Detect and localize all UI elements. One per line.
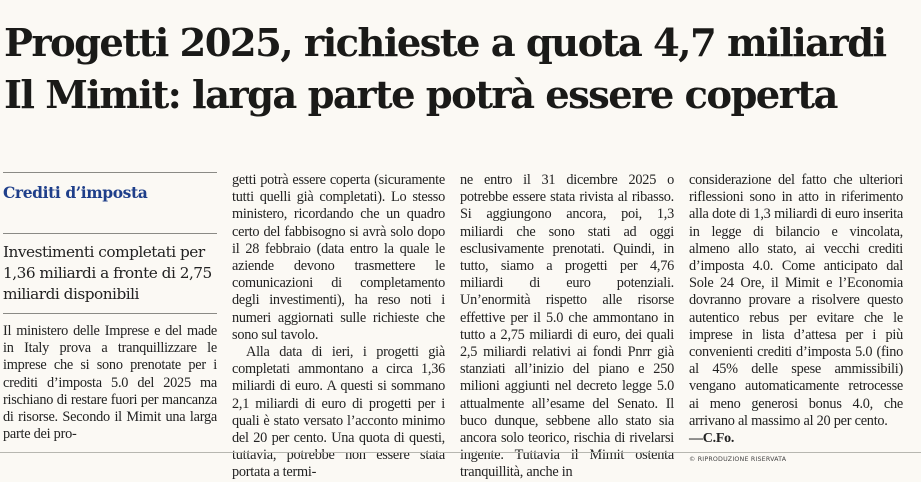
article-column-1	[3, 172, 217, 443]
body-paragraph: Alla data di ieri, i progetti già completati ammontano a circa 1,36 miliardi di euro. A questi si sommano 2,1 miliardi di euro di progetti per i quali è stato versato l’acconto minimo del 20 per cento. Una quota di questi, tuttavia, potrebbe non essere stata portata a termi-	[232, 344, 445, 481]
body-paragraph: ne entro il 31 dicembre 2025 o potrebbe essere stata rivista al ribasso. Si aggiungono ancora, poi, 1,3 miliardi che sono stati ad oggi esclusivamente prenotati. Quindi, in tutto, siamo a progetti per 4,76 miliardi di euro potenziali. Un’enormità rispetto alle risorse effettive per il 5.0 che ammontano in tutto a 2,75 miliardi di euro, dei quali 2,5 miliardi relativi ai fondi Pnrr già stanziati all’inizio del piano e 250 milioni aggiunti nel decreto legge 5.0 attualmente all’esame del Senato. Il buco dunque, sebbene allo stato sia ancora solo teorico, rischia di rivelarsi ingente. Tuttavia il Mimit ostenta tranquillità, anche in	[460, 172, 674, 481]
body-paragraph: Il ministero delle Imprese e del made in Italy prova a tranquillizzare le imprese che si sono prenotate per i crediti d’imposta 5.0 del 2025 ma rischiano di restare fuori per mancanza di risorse. Secondo il Mimit una larga parte dei pro-	[3, 323, 217, 443]
deck-top-rule	[3, 233, 217, 234]
section-label: Crediti d’imposta	[3, 183, 148, 202]
section-top-rule	[3, 172, 217, 173]
article-deck: Investimenti completati per 1,36 miliardi a fronte di 2,75 miliardi disponibili	[3, 243, 212, 303]
article-column-3	[460, 172, 674, 482]
copyright-notice: © RIPRODUZIONE RISERVATA	[689, 456, 787, 464]
deck-bottom-rule	[3, 313, 217, 314]
body-paragraph: getti potrà essere coperta (sicuramente tutti quelli già completati). Lo stesso ministero, ricordando che un quadro certo del fabbisogno si avrà solo dopo il 28 febbraio (data entro la quale le aziende devono trasmettere le comunicazioni di completamento degli investimenti), ha reso noti i numeri aggiornati sulle richieste che sono sul tavolo.	[232, 172, 445, 343]
page-bottom-rule	[0, 452, 921, 453]
article-headline	[0, 18, 919, 122]
headline-line-1: Progetti 2025, richieste a quota 4,7 miliardi	[4, 21, 886, 66]
article-column-2	[232, 172, 445, 482]
headline-line-2: Il Mimit: larga parte potrà essere coperta	[4, 73, 837, 118]
author-signature: —C.Fo.	[689, 431, 735, 447]
body-paragraph: considerazione del fatto che ulteriori riflessioni sono in atto in riferimento alla dote di 1,3 miliardi di euro inserita in legge di bilancio e vincolata, almeno allo stato, ai vecchi crediti d’imposta 4.0. Come anticipato dal Sole 24 Ore, il Mimit e l’Economia dovranno provare a risolvere questo autentico rebus per evitare che le imprese in lista d’attesa per i più convenienti crediti d’imposta 5.0 (fino al 45% delle spese ammissibili) vengano automaticamente retrocesse ai meno generosi bonus 4.0, che arrivano al massimo al 20 per cento.	[689, 172, 903, 429]
article-column-4	[689, 172, 903, 468]
